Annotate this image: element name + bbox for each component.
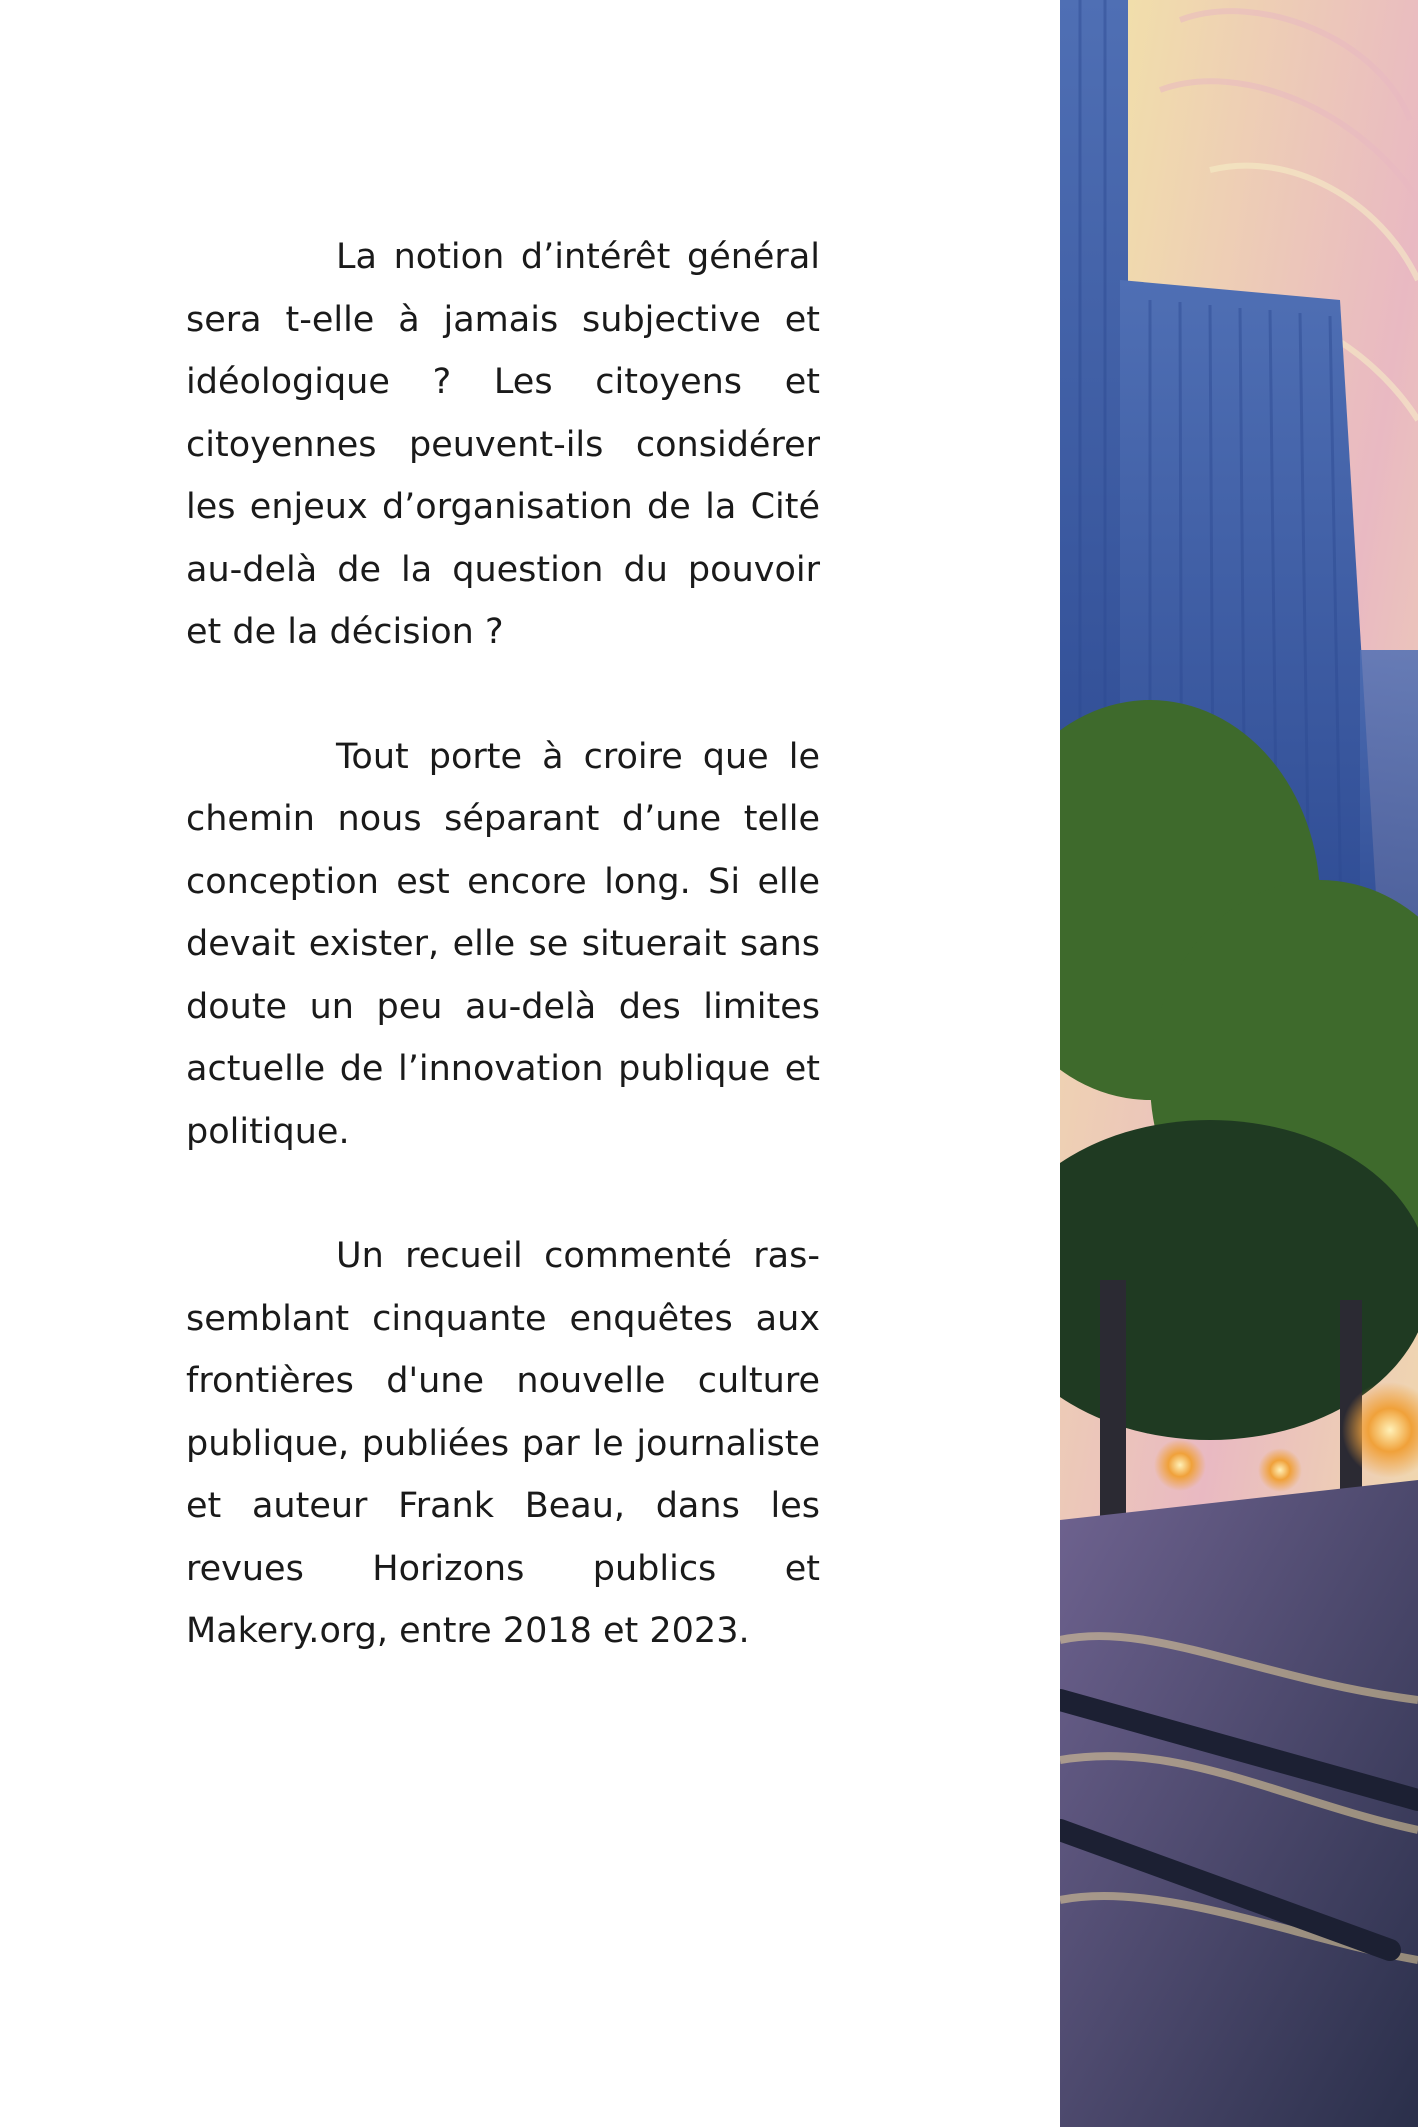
- cover-artwork-strip: [1060, 0, 1418, 2127]
- blurb-paragraph-1: La notion d’intérêt général sera t-elle à jamais subjective et idéologique ? Les citoyens et citoyennes peuvent-ils considérer les enjeux d’organisation de la Cité au-delà de la question du pouvoir et de la décision ?: [186, 237, 820, 652]
- lamp-glow-3: [1258, 1448, 1302, 1492]
- tree-trunk-left: [1100, 1280, 1126, 1520]
- ground-path: [1060, 1480, 1418, 2127]
- lamp-glow-2: [1154, 1439, 1206, 1491]
- blurb-text: [186, 226, 820, 1663]
- blurb-paragraph-3: Un recueil commenté rassemblant cinquante enquêtes aux frontières d'une nouvelle culture publique, publiées par le journaliste et auteur Frank Beau, dans les revues Horizons publics et Makery.org, entre 2018 et 2023.: [186, 1236, 820, 1651]
- blurb-paragraph-2: Tout porte à croire que le chemin nous séparant d’une telle conception est encore long. Si elle devait exister, elle se situerait sans doute un peu au-delà des limites actuelle de l’innovation publique et politique.: [186, 736, 820, 1152]
- painting-illustration: [1060, 0, 1418, 2127]
